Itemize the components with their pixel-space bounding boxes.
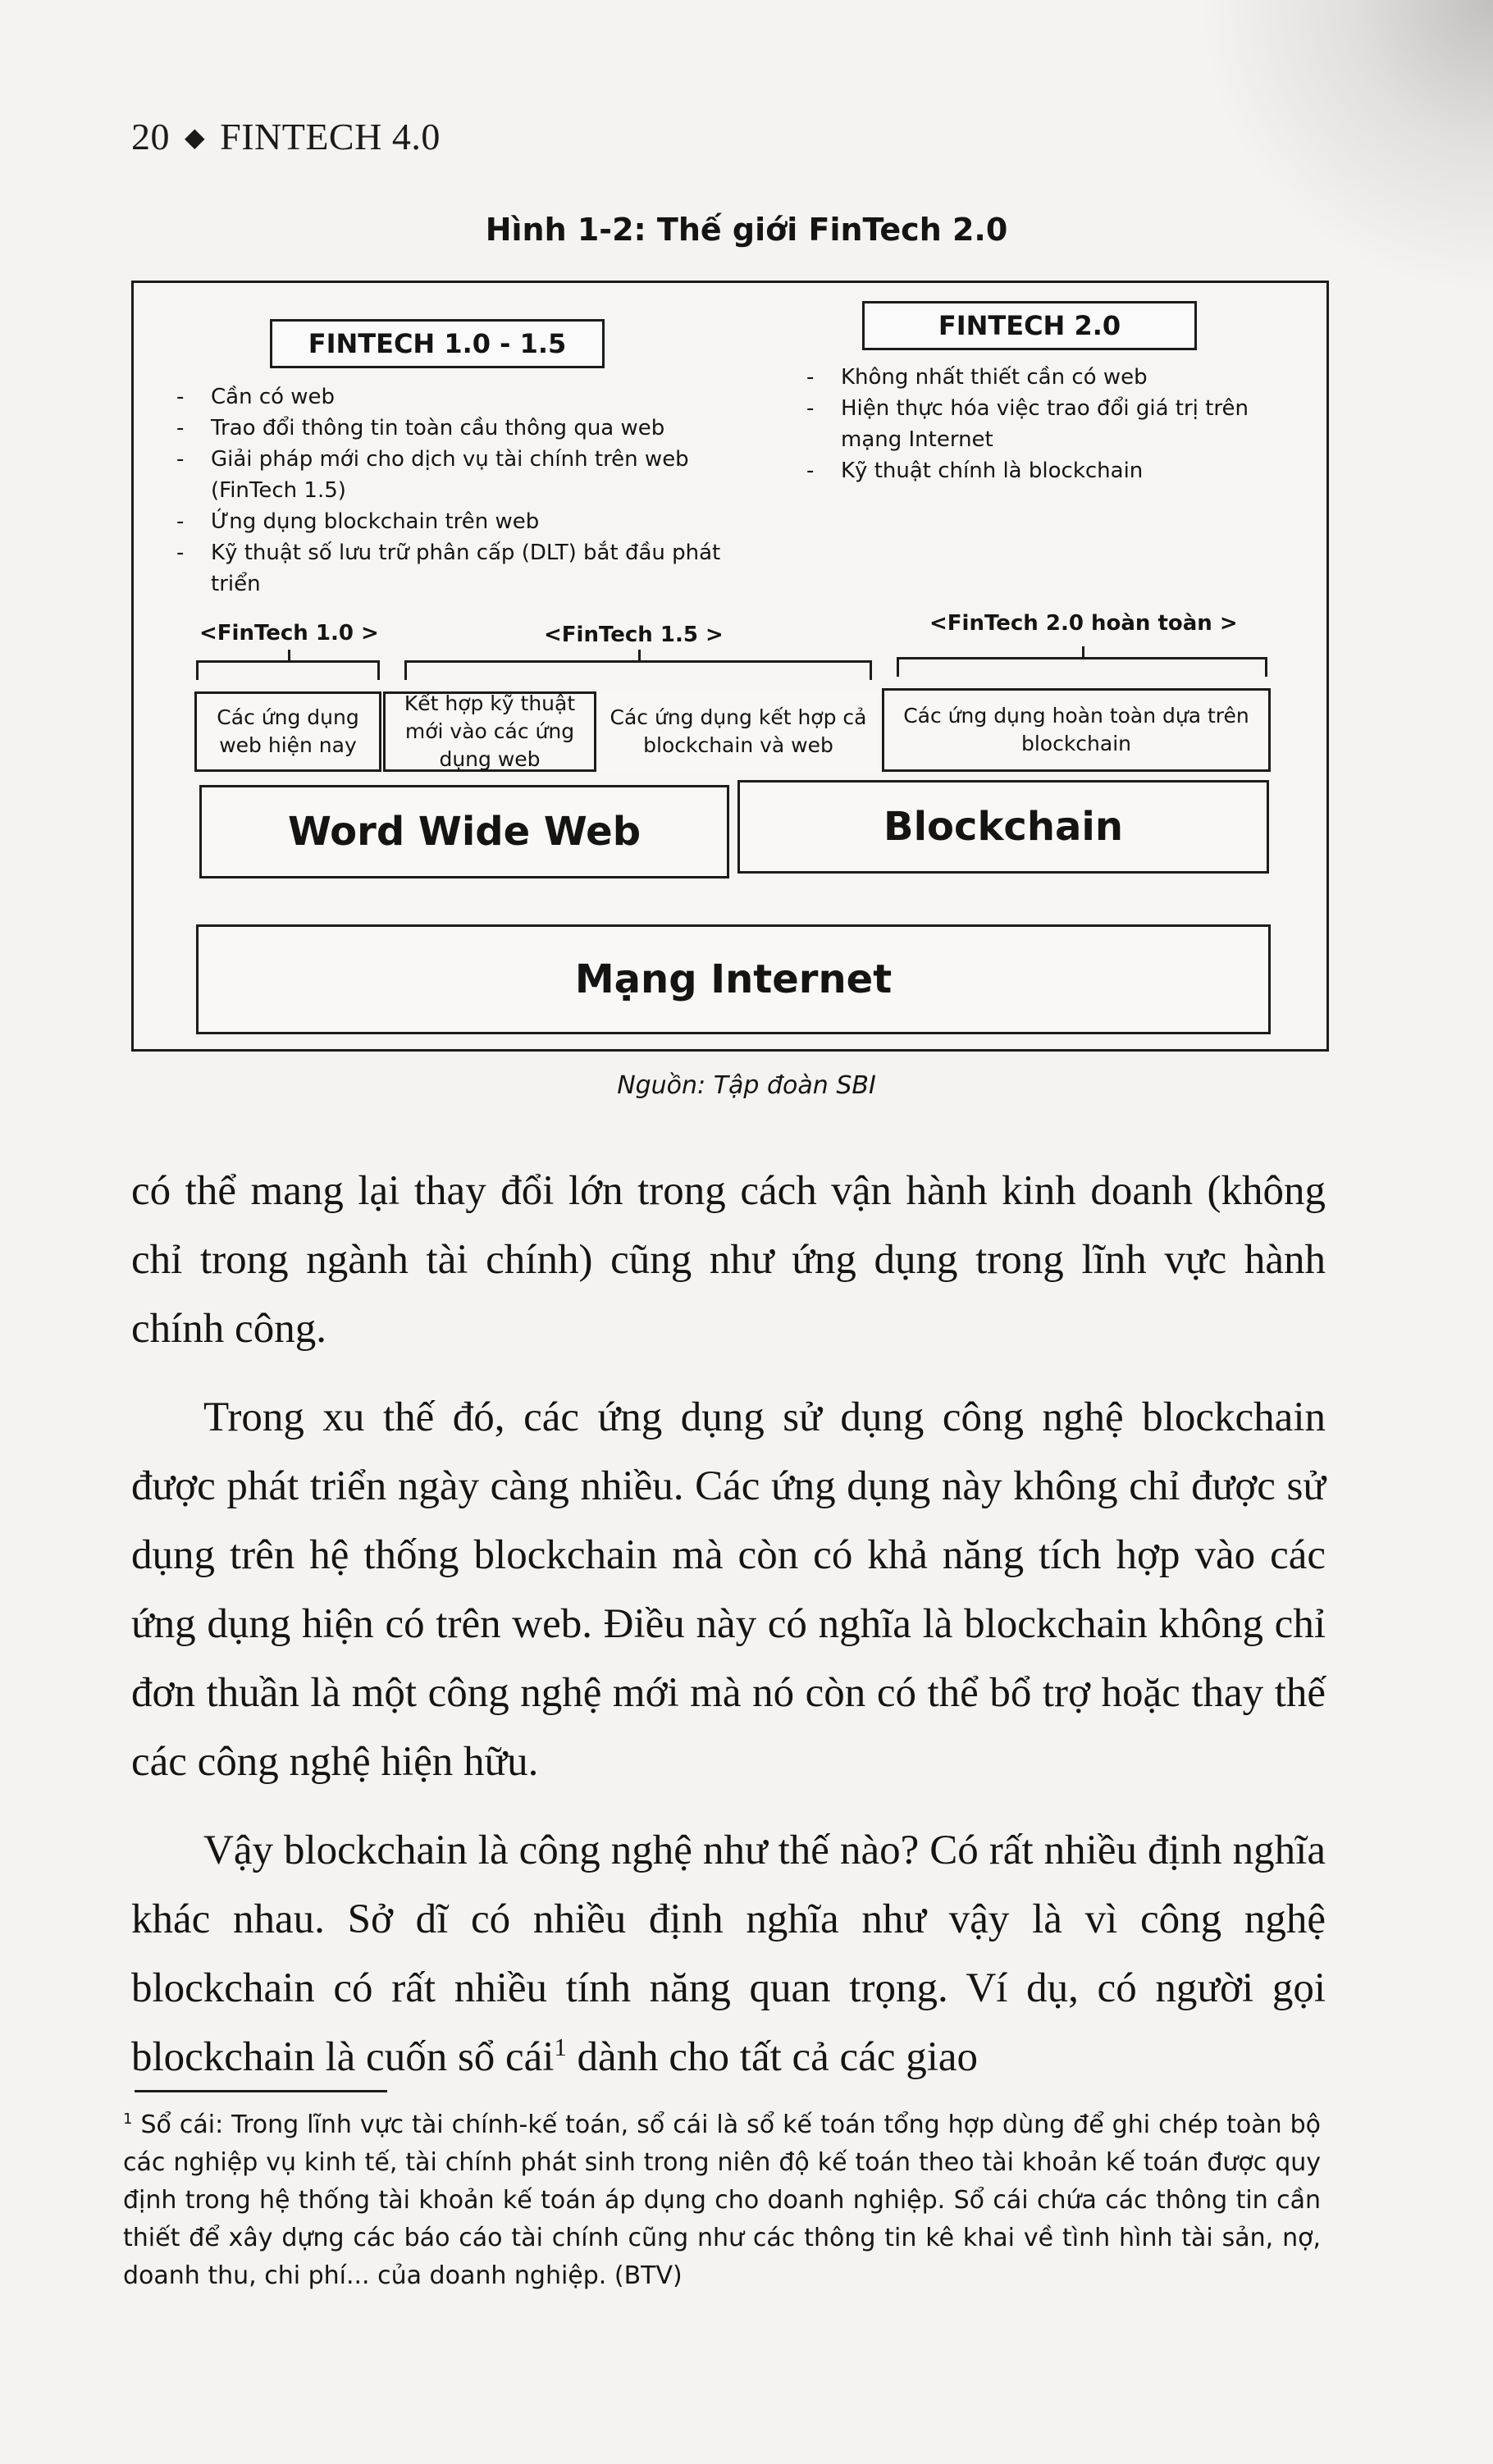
layer-world-wide-web: Word Wide Web [199, 785, 729, 878]
fintech-2-heading: FINTECH 2.0 [862, 301, 1197, 350]
paragraph: Trong xu thế đó, các ứng dụng sử dụng công nghệ blockchain được phát triển ngày càng nhiều. Các ứng dụng này không chỉ được sử dụng trên hệ thống blockchain mà còn có khả năng tích hợp vào các ứng dụng hiện có trên web. Điều này có nghĩa là blockchain không chỉ đơn thuần là một công nghệ mới mà nó còn có thể bổ trợ hoặc thay thế các công nghệ hiện hữu. [131, 1394, 1326, 1785]
era-fintech-2-0: <FinTech 2.0 hoàn toàn > [929, 611, 1238, 636]
cell-new-tech-web-apps: Kết hợp kỹ thuật mới vào các ứng dụng web [383, 691, 596, 772]
era-fintech-1-0: <FinTech 1.0 > [199, 621, 379, 646]
bracket-fintech-1-0 [196, 660, 380, 680]
bullet-item: - Hiện thực hóa việc trao đổi giá trị trên mạng Internet [806, 393, 1266, 455]
footnote-text: Sổ cái: Trong lĩnh vực tài chính-kế toán, sổ cái là sổ kế toán tổng hợp dùng để ghi chép toàn bộ các nghiệp vụ kinh tế, tài chính phát sinh trong niên độ kế toán theo tài khoản kế toán được quy định trong hệ thống tài khoản kế toán áp dụng cho doanh nghiệp. Sổ cái chứa các thông tin cần thiết để xây dựng các báo cáo tài chính cũng như các thông tin kê khai về tình hình tài sản, nợ, doanh thu, chi phí... của doanh nghiệp. (BTV) [123, 2110, 1321, 2290]
bullet-item: - Kỹ thuật số lưu trữ phân cấp (DLT) bắt đầu phát triển [176, 537, 751, 600]
book-title: FINTECH 4.0 [220, 116, 441, 157]
bracket-fintech-2-0 [897, 657, 1267, 677]
era-fintech-1-5: <FinTech 1.5 > [544, 623, 724, 647]
bullet-item: - Kỹ thuật chính là blockchain [806, 455, 1266, 486]
bullet-item: - Trao đổi thông tin toàn cầu thông qua web [176, 413, 751, 444]
layer-internet: Mạng Internet [196, 924, 1271, 1034]
footnote-marker: 1 [123, 2110, 133, 2128]
bullet-item: - Giải pháp mới cho dịch vụ tài chính trên web (FinTech 1.5) [176, 444, 751, 506]
bullet-item: - Cần có web [176, 381, 751, 413]
footnote [123, 2106, 1321, 2295]
layer-blockchain: Blockchain [737, 780, 1269, 874]
figure-title: Hình 1-2: Thế giới FinTech 2.0 [485, 212, 1008, 248]
figure-source: Nguồn: Tập đoàn SBI [617, 1071, 876, 1100]
bracket-fintech-1-5 [404, 660, 872, 680]
paragraph [131, 1816, 1326, 2092]
paragraph-text: Vậy blockchain là công nghệ như thế nào? Có rất nhiều định nghĩa khác nhau. Sở dĩ có nhiều định nghĩa như vậy là vì công nghệ blockchain có rất nhiều tính năng quan trọng. Ví dụ, có người gọi blockchain là cuốn sổ cái [131, 1827, 1326, 2080]
bullet-item: - Không nhất thiết cần có web [806, 362, 1266, 393]
scan-noise [1198, 0, 1493, 295]
footnote-ref[interactable]: 1 [554, 2033, 567, 2061]
fintech-1-bullets [176, 381, 751, 600]
fintech-2-bullets [806, 362, 1266, 486]
paragraph-text: dành cho tất cả các giao [566, 2034, 979, 2080]
diamond-separator-icon: ◆ [185, 122, 206, 152]
fintech-diagram [131, 281, 1329, 1052]
body-text [131, 1157, 1326, 2111]
cell-current-web-apps: Các ứng dụng web hiện nay [194, 691, 381, 772]
page-number: 20 [131, 116, 170, 157]
fintech-1-heading: FINTECH 1.0 - 1.5 [270, 319, 605, 368]
footnote-rule [135, 2090, 387, 2092]
cell-blockchain-apps: Các ứng dụng hoàn toàn dựa trên blockchain [882, 688, 1271, 772]
cell-hybrid-apps: Các ứng dụng kết hợp cả blockchain và web [598, 691, 879, 772]
bullet-item: - Ứng dụng blockchain trên web [176, 506, 751, 537]
running-head [131, 115, 441, 158]
paragraph: có thể mang lại thay đổi lớn trong cách vận hành kinh doanh (không chỉ trong ngành tài chính) cũng như ứng dụng trong lĩnh vực hành chính công. [131, 1168, 1326, 1352]
